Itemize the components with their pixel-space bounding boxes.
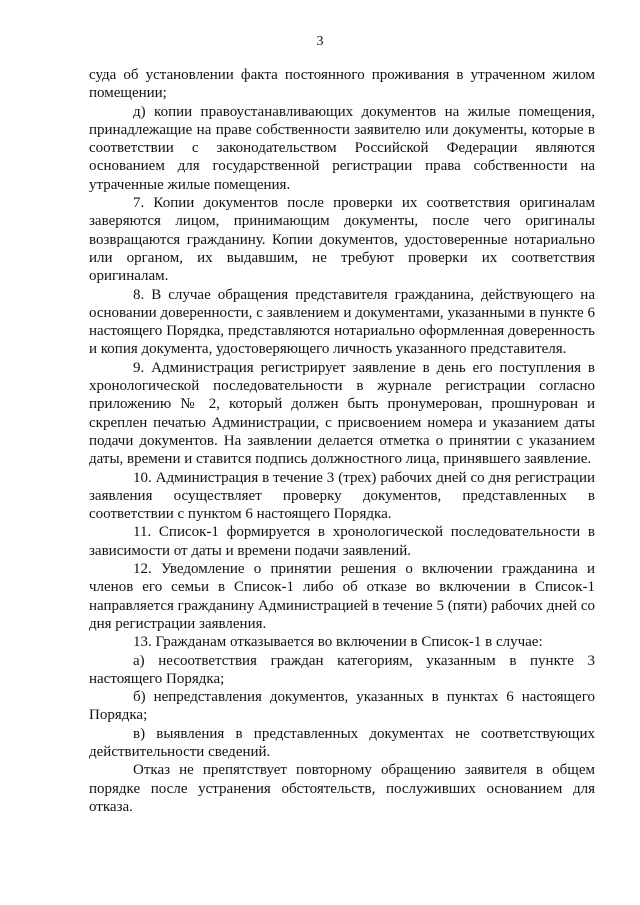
- paragraph-13-item-v: в) выявления в представленных документах не соответствующих действительности сведений.: [89, 725, 595, 760]
- paragraph-9: 9. Администрация регистрирует заявление в день его поступления в хронологической последовательности в журнале регистрации согласно приложению № 2, который должен быть пронумерован, прошнурован и скреплен печатью Администрации, с присвоением номера и указанием даты подачи документов. На заявлении делается отметка о принятии с указанием даты, времени и ставится подпись должностного лица, принявшего заявление.: [89, 359, 595, 468]
- paragraph-refusal-note: Отказ не препятствует повторному обращению заявителя в общем порядке после устранения обстоятельств, послуживших основанием для отказа.: [89, 762, 595, 815]
- page-number: 3: [316, 34, 324, 49]
- paragraph-8: 8. В случае обращения представителя гражданина, действующего на основании доверенности, с заявлением и документами, указанными в пункте 6 настоящего Порядка, представляются нотариально оформленная доверенность и копия документа, удостоверяющего личность указанного представителя.: [89, 286, 595, 358]
- document-body: [89, 66, 595, 816]
- paragraph-13-item-a: а) несоответствия граждан категориям, указанным в пункте 3 настоящего Порядка;: [89, 652, 595, 687]
- paragraph-10: 10. Администрация в течение 3 (трех) рабочих дней со дня регистрации заявления осуществляет проверку документов, представленных в соответствии с пунктом 6 настоящего Порядка.: [89, 469, 595, 523]
- paragraph-continuation: суда об установлении факта постоянного проживания в утраченном жилом помещении;: [89, 67, 595, 102]
- paragraph-item-d: д) копии правоустанавливающих документов на жилые помещения, принадлежащие на праве собственности заявителю или документы, которые в соответствии с законодательством Российской Федерации являются основанием для государственной регистрации права собственности на утраченные жилые помещения.: [89, 103, 595, 193]
- paragraph-12: 12. Уведомление о принятии решения о включении гражданина и членов его семьи в Список-1 либо об отказе во включении в Список-1 направляется гражданину Администрацией в течение 5 (пяти) рабочих дней со дня регистрации заявления.: [89, 561, 595, 632]
- paragraph-7: 7. Копии документов после проверки их соответствия оригиналам заверяются лицом, принимающим документы, после чего оригиналы возвращаются гражданину. Копии документов, удостоверенные нотариально или органом, их выдавшим, не требуют проверки их соответствия оригиналам.: [89, 195, 595, 285]
- paragraph-13: 13. Гражданам отказывается во включении в Список-1 в случае:: [133, 634, 543, 651]
- paragraph-13-item-b: б) непредставления документов, указанных в пунктах 6 настоящего Порядка;: [89, 689, 595, 724]
- paragraph-11: 11. Список-1 формируется в хронологической последовательности в зависимости от даты и времени подачи заявлений.: [89, 524, 595, 559]
